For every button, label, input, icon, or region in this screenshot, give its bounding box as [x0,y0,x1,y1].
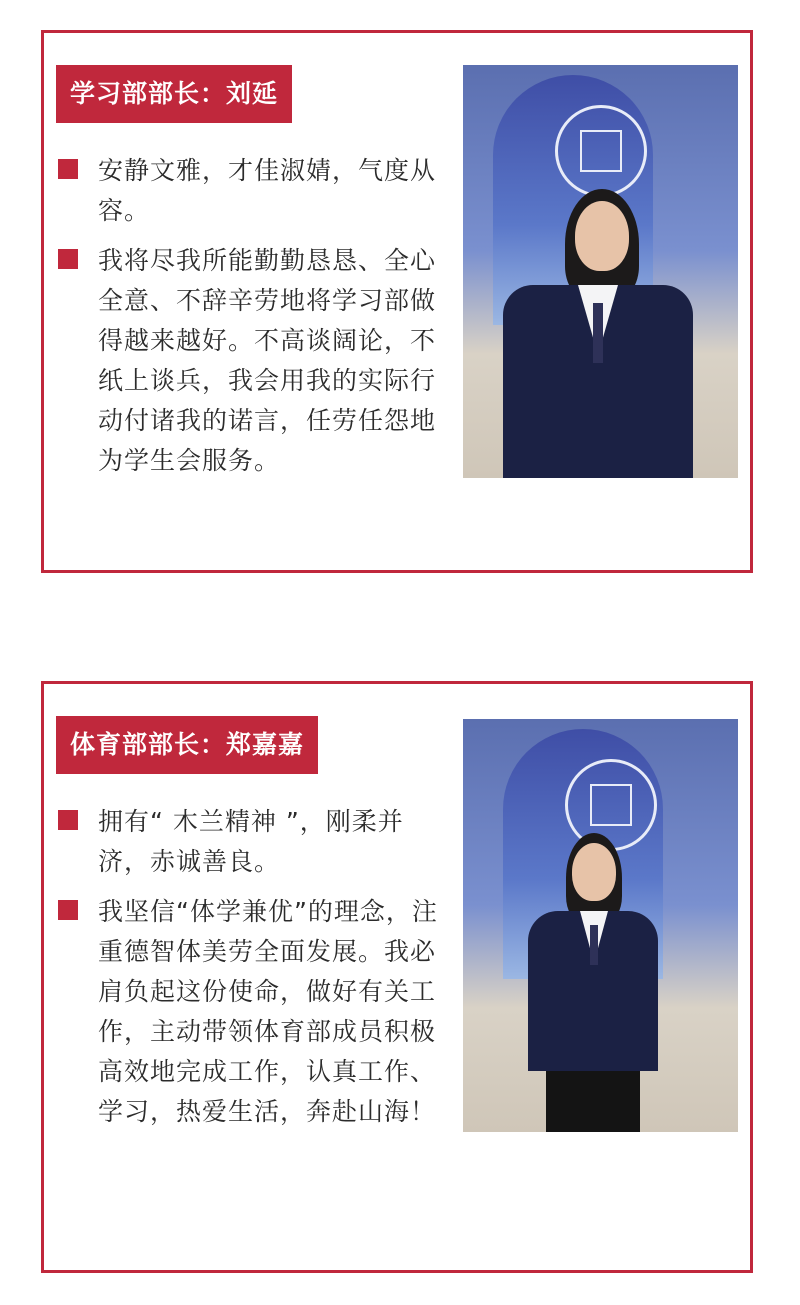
square-bullet-icon [58,249,78,269]
square-bullet-icon [58,159,78,179]
section-title: 体育部部长：郑嘉嘉 [56,716,318,774]
square-bullet-icon [58,900,78,920]
bullet-item [56,241,446,481]
bullet-list [56,151,446,491]
profile-card-sports-dept [41,681,753,1273]
profile-card-study-dept [41,30,753,573]
university-seal-icon [555,105,647,197]
bullet-list [56,802,446,1142]
bullet-item [56,802,446,882]
bullet-text: 我坚信“体学兼优”的理念，注重德智体美劳全面发展。我必肩负起这份使命，做好有关工作，主动带领体育部成员积极高效地完成工作，认真工作、学习，热爱生活，奔赴山海！ [98,897,438,1126]
student-figure [528,829,658,1132]
bullet-text: 我将尽我所能勤勤恳恳、全心全意、不辞辛劳地将学习部做得越来越好。不高谈阔论，不纸上谈兵，我会用我的实际行动付诸我的诺言，任劳任怨地为学生会服务。 [98,246,437,475]
square-bullet-icon [58,810,78,830]
bullet-text: 拥有“ 木兰精神 ”，刚柔并济，赤诚善良。 [98,807,404,876]
student-figure [503,185,693,478]
student-photo [463,719,738,1132]
student-photo [463,65,738,478]
bullet-text: 安静文雅，才佳淑婧，气度从容。 [98,156,437,225]
section-title: 学习部部长：刘延 [56,65,292,123]
bullet-item [56,892,446,1132]
bullet-item [56,151,446,231]
